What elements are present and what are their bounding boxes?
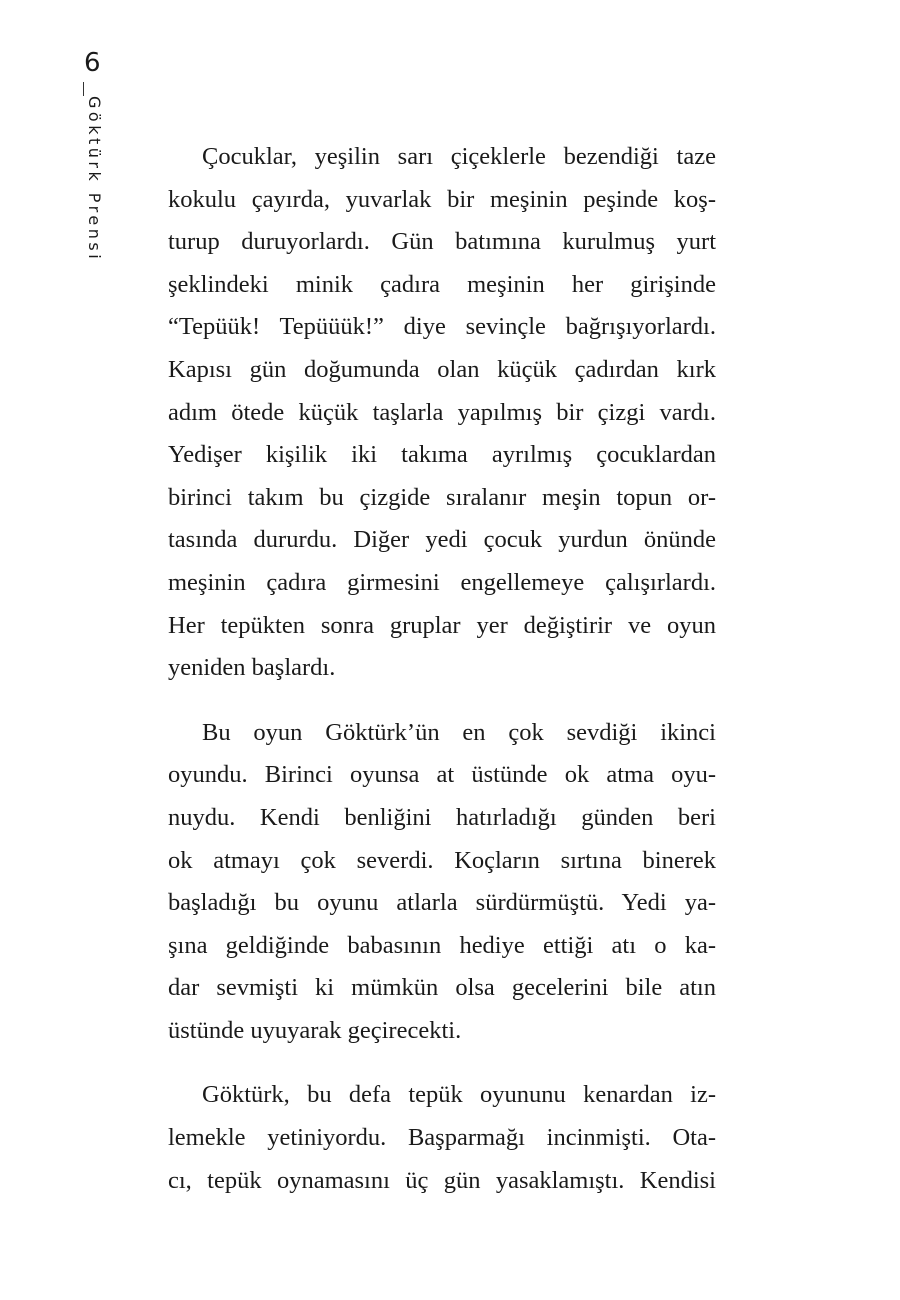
paragraph-3 <box>168 1074 716 1202</box>
header-divider <box>83 82 84 96</box>
text-line: şeklindeki minik çadıra meşinin her girişinde <box>168 270 716 298</box>
text-line: yeniden başlardı. <box>168 654 336 682</box>
text-line: Göktürk, bu defa tepük oyununu kenardan iz- <box>202 1081 716 1109</box>
text-line: tasında dururdu. Diğer yedi çocuk yurdun önünde <box>168 526 716 554</box>
text-line: Bu oyun Göktürk’ün en çok sevdiği ikinci <box>202 718 716 746</box>
text-line: dar sevmişti ki mümkün olsa gecelerini bile atın <box>168 974 716 1002</box>
text-line: lemekle yetiniyordu. Başparmağı incinmişti. Ota- <box>168 1124 716 1152</box>
text-line: cı, tepük oynamasını üç gün yasaklamıştı. Kendisi <box>168 1166 716 1194</box>
text-line: turup duruyorlardı. Gün batımına kurulmuş yurt <box>168 228 716 256</box>
text-line: Kapısı gün doğumunda olan küçük çadırdan kırk <box>168 355 716 383</box>
text-line: ok atmayı çok severdi. Koçların sırtına binerek <box>168 846 716 874</box>
page-number: 6 <box>84 48 101 78</box>
text-line: şına geldiğinde babasının hediye ettiği atı o ka- <box>168 931 716 959</box>
text-line: oyundu. Birinci oyunsa at üstünde ok atma oyu- <box>168 761 716 789</box>
text-line: başladığı bu oyunu atlarla sürdürmüştü. Yedi ya- <box>168 889 716 917</box>
body-text <box>168 136 716 1224</box>
text-line: üstünde uyuyarak geçirecekti. <box>168 1016 462 1044</box>
text-line: “Tepüük! Tepüüük!” diye sevinçle bağrışıyorlardı. <box>168 313 716 341</box>
text-line: Çocuklar, yeşilin sarı çiçeklerle bezendiği taze <box>202 143 716 170</box>
running-title: Göktürk Prensi <box>85 96 104 263</box>
paragraph-2 <box>168 712 716 1053</box>
text-line: birinci takım bu çizgide sıralanır meşin topun or- <box>168 483 716 511</box>
text-line: Her tepükten sonra gruplar yer değiştirir ve oyun <box>168 611 716 639</box>
paragraph-1 <box>168 136 716 690</box>
text-line: Yedişer kişilik iki takıma ayrılmış çocuklardan <box>168 441 716 469</box>
text-line: nuydu. Kendi benliğini hatırladığı günden beri <box>168 803 716 831</box>
text-line: meşinin çadıra girmesini engellemeye çalışırlardı. <box>168 568 716 596</box>
text-line: adım ötede küçük taşlarla yapılmış bir çizgi vardı. <box>168 398 716 426</box>
text-line: kokulu çayırda, yuvarlak bir meşinin peşinde koş- <box>168 185 716 213</box>
